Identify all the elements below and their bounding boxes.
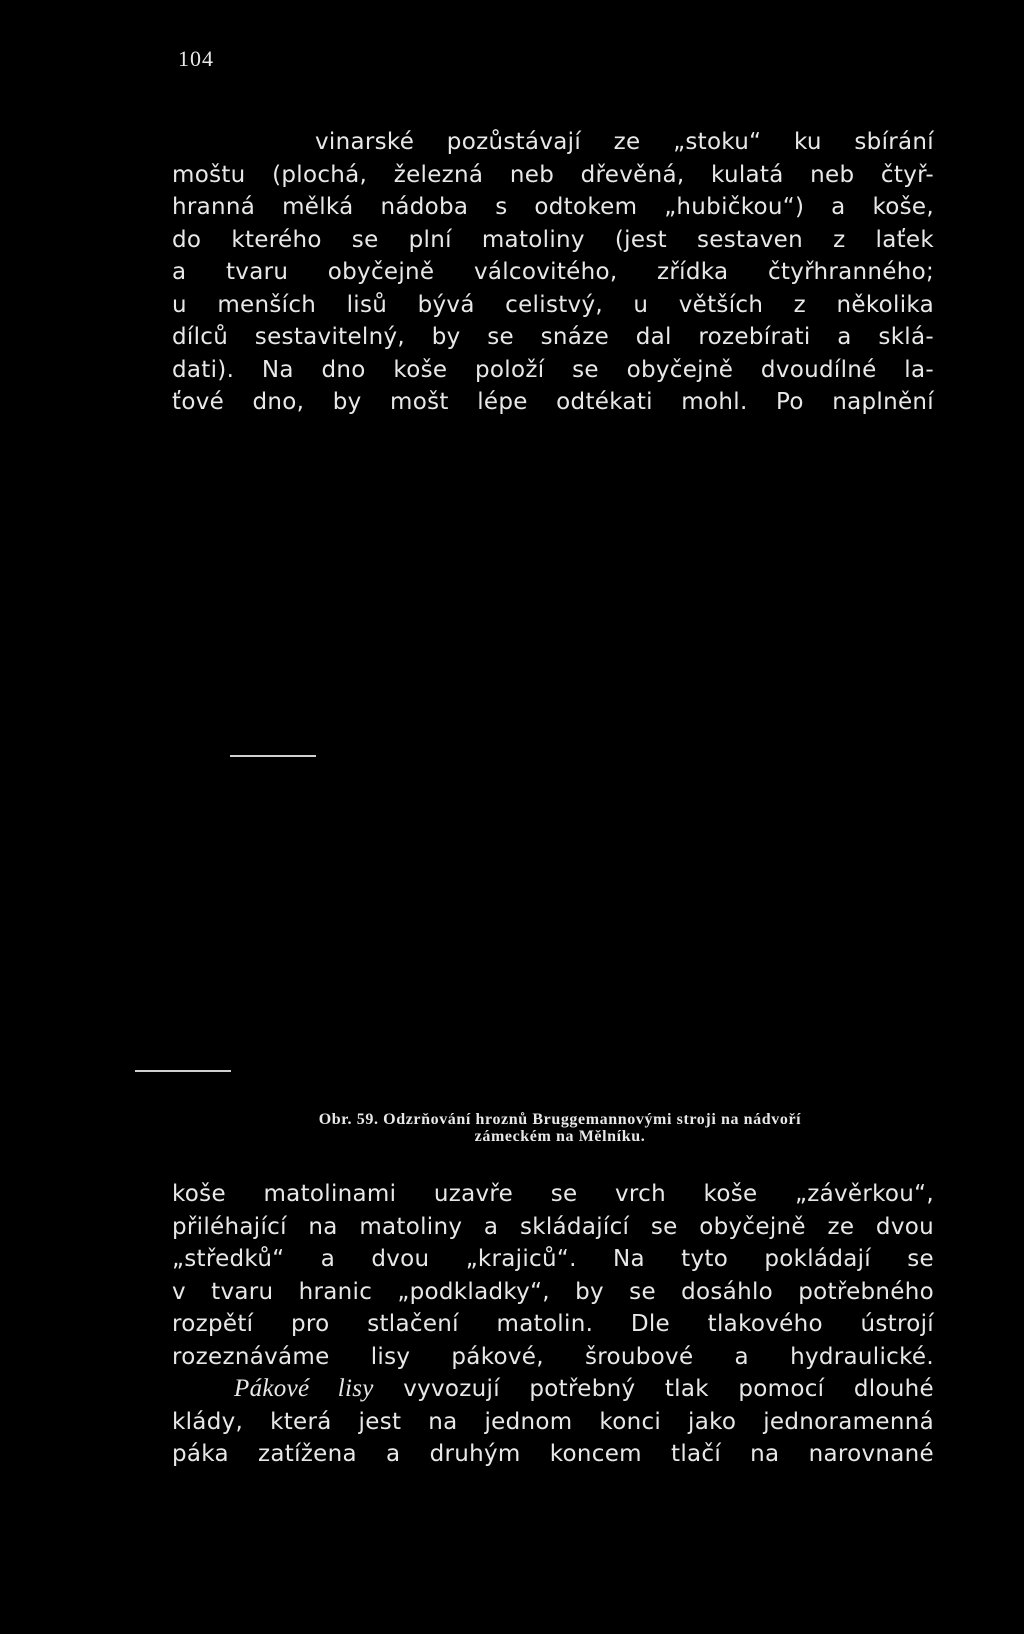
figure-caption <box>200 1111 920 1145</box>
text-line: dílců sestavitelný, by se snáze dal rozebírati a sklá- <box>172 324 934 350</box>
text-line: páka zatížena a druhým koncem tlačí na narovnané <box>172 1441 934 1467</box>
text-line: rozeznáváme lisy pákové, šroubové a hydraulické. <box>172 1343 934 1370</box>
text-line: a tvaru obyčejně válcovitého, zřídka čtyřhranného; <box>172 259 934 285</box>
text-line: „středků“ a dvou „krajiců“. Na tyto pokládají se <box>172 1246 934 1272</box>
italic-term: Pákové lisy <box>234 1375 374 1402</box>
caption-line: zámeckém na Mělníku. <box>474 1128 646 1145</box>
text-line: vinarské pozůstávají ze „stoku“ ku sbírání <box>315 129 934 155</box>
text-line: ťové dno, by mošt lépe odtékati mohl. Po naplnění <box>172 389 934 415</box>
figure-image <box>130 440 930 1080</box>
text-line: u menších lisů bývá celistvý, u větších z několika <box>172 291 934 318</box>
text-line: dati). Na dno koše položí se obyčejně dvoudílné la- <box>172 356 934 383</box>
figure-rule <box>135 1070 231 1072</box>
page-number: 104 <box>178 46 214 71</box>
text-line: rozpětí pro stlačení matolin. Dle tlakového ústrojí <box>172 1311 934 1337</box>
text-line: moštu (plochá, železná neb dřevěná, kulatá neb čtyř- <box>172 161 934 188</box>
figure-label: Obr. 59. <box>318 1111 379 1128</box>
paragraph-bottom <box>172 1178 934 1471</box>
caption-line <box>200 1111 920 1128</box>
text-fragment: vyvozují potřebný tlak pomocí dlouhé <box>403 1376 934 1402</box>
text-line: přiléhající na matoliny a skládající se obyčejně ze dvou <box>172 1213 934 1240</box>
paragraph-top <box>172 126 934 419</box>
text-line: klády, která jest na jednom konci jako jednoramenná <box>172 1408 934 1435</box>
caption-text: Odzrňování hroznů Bruggemannovými stroji na nádvoří <box>383 1111 802 1128</box>
text-line: koše matolinami uzavře se vrch koše „závěrkou“, <box>172 1181 934 1207</box>
text-line: hranná mělká nádoba s odtokem „hubičkou“) a koše, <box>172 194 934 220</box>
text-line <box>172 1373 934 1406</box>
text-line: do kterého se plní matoliny (jest sestaven z laťek <box>172 226 934 253</box>
text-line: v tvaru hranic „podkladky“, by se dosáhlo potřebného <box>172 1278 934 1305</box>
figure-rule <box>230 755 316 757</box>
